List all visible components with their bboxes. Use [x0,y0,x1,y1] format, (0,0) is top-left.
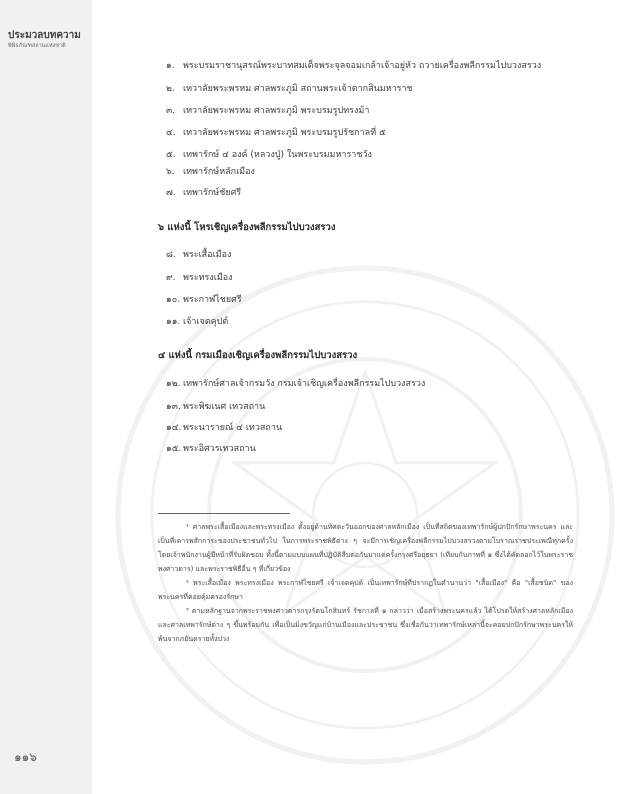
list-item: ๔. เทวาลัยพระพรหม ศาลพระภูมิ พระบรมรูปรัชกาลที่ ๕ [166,128,386,138]
list-item: ๕. เทพารักษ์ ๔ องค์ (หลวงปู่) ในพระบรมมหาราชวัง [166,150,372,160]
footnote: ² พระเสื้อเมือง พระทรงเมือง พระกาฬไชยศรี เจ้าเจตคุปต์ เป็นเทพารักษ์ที่ปรากฏในตำนานว่า "เสื้อเมือง" คือ "เสื้อชนิด" ของพระนครที่คอยคุ้มครองรักษา [158,579,573,601]
list-item: ๓. เทวาลัยพระพรหม ศาลพระภูมิ พระบรมรูปทรงม้า [166,106,370,116]
footnotes [158,520,573,646]
section-heading: ๔ แห่งนี้ กรมเมืองเชิญเครื่องพลีกรรมไปบวงสรวง [158,350,358,361]
list-item: ๑๕. พระอิศวรเทวสถาน [166,444,256,454]
list-item: ๑๔. พระนารายณ์ ๔ เทวสถาน [166,423,283,433]
footnote-separator [158,513,290,514]
section-heading: ๖ แห่งนี้ โหรเชิญเครื่องพลีกรรมไปบวงสรวง [158,222,336,233]
list-item: ๖. เทพารักษ์หลักเมือง [166,167,255,177]
page-number: ๑๑๖ [14,750,37,764]
list-item: ๑๒. เทพารักษ์ศาลเจ้ากรมวัง กรมเจ้าเชิญเครื่องพลีกรรมไปบวงสรวง [166,379,426,389]
list-item: ๑. พระบรมราชานุสรณ์พระบาทสมเด็จพระจุลจอมเกล้าเจ้าอยู่หัว ถวายเครื่องพลีกรรมไปบวงสรวง [166,61,542,71]
list-item: ๒. เทวาลัยพระพรหม ศาลพระภูมิ สถานพระเจ้าตากสินมหาราช [166,84,413,94]
left-margin-strip [0,0,92,794]
footnote: ³ ตามหลักฐานจากพระราชพงศาวดารกรุงรัตนโกสินทร์ รัชกาลที่ ๑ กล่าวว่า เมื่อสร้างพระนครแล้ว ได้โปรดให้สร้างศาลหลักเมืองและศาลเทพารักษ์ต่าง ๆ ขึ้นพร้อมกัน เพื่อเป็นมิ่งขวัญแก่บ้านเมืองและประชาชน ซึ่งเชื่อกันว่าเทพารักษ์เหล่านี้จะคอยปกปักรักษาพระนครให้พ้นจากภยันตรายทั้งปวง [158,607,573,643]
list-item: ๘. พระเสื้อเมือง [166,250,232,260]
footnote: ¹ ศาลพระเสื้อเมืองและพระทรงเมือง ตั้งอยู่ด้านทิศตะวันออกของศาลหลักเมือง เป็นที่สถิตของเทพารักษ์ผู้ปกปักรักษาพระนคร และเป็นที่เคารพสักการะของประชาชนทั่วไป ในการพระราชพิธีต่าง ๆ จะมีการเชิญเครื่องพลีกรรมไปบวงสรวงตามโบราณราชประเพณีทุกครั้ง โดยเจ้าพนักงานผู้มีหน้าที่รับผิดชอบ ทั้งนี้ตามแบบแผนที่ปฏิบัติสืบต่อกันมาแต่ครั้งกรุงศรีอยุธยา (เทียบกับภาพที่ ๑ ซึ่งได้คัดลอกไว้ในพระราชพงศาวดาร) และพระราชพิธีอื่น ๆ ที่เกี่ยวข้อง [158,523,573,573]
seal-watermark [105,255,624,775]
header-title: ประมวลบทความ [8,30,81,41]
running-header [8,30,92,50]
list-item: ๑๑. เจ้าเจตคุปต์ [166,317,229,327]
header-subtitle: พิพิธภัณฑสถานแห่งชาติ [8,43,66,49]
list-item: ๗. เทพารักษ์ชัยศรี [166,188,242,198]
list-item: ๙. พระทรงเมือง [166,273,233,283]
list-item: ๑๓. พระพิฆเนศ เทวสถาน [166,402,266,412]
list-item: ๑๐. พระกาฬไชยศรี [166,295,242,305]
